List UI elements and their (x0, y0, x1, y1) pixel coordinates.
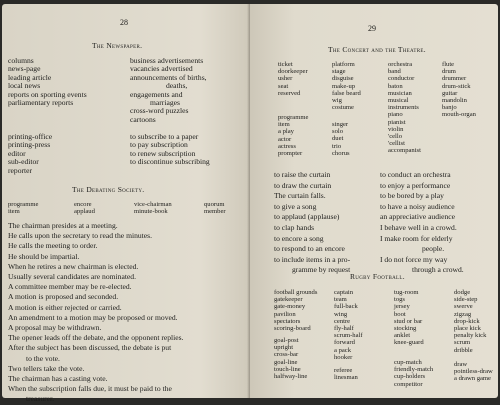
vocab-item: halfway-line (274, 373, 308, 381)
vocab-item: costume (332, 104, 354, 112)
vocab-item: dodge (454, 289, 471, 296)
vocab-item: drum-stick (442, 82, 471, 90)
phrase: to encore a song (274, 233, 324, 243)
phrase: to conduct an orchestra (380, 170, 451, 179)
vocab-item: team (334, 296, 347, 304)
table-row (8, 201, 244, 208)
vocab-item: chorus (332, 149, 350, 157)
vocab-item: scrum (454, 339, 471, 347)
phrase: I do not force my way (380, 254, 448, 264)
vocab-item: stage (332, 68, 346, 76)
phrase: to have a noisy audience (380, 201, 455, 211)
vocab-item: false beard (332, 89, 361, 97)
vocab-item: banjo (442, 104, 457, 112)
phrase: to give a song (274, 201, 317, 211)
vocab-item: jersey (394, 303, 410, 311)
vocab-item: local news (8, 81, 41, 91)
vocab-item: friendly-match (394, 366, 434, 374)
vocab-item: cup-holders (394, 373, 426, 381)
vocab-item: reporter (8, 165, 33, 175)
sentence: A motion is proposed and seconded. (8, 292, 119, 302)
newspaper-column-2b (130, 133, 210, 167)
vocab-item: upright (274, 344, 294, 352)
vocab-item: cartoons (130, 114, 156, 124)
phrase: I behave well in a crowd. (380, 222, 457, 232)
vocab-item: actress (278, 142, 296, 150)
theatre-column-4 (442, 61, 476, 119)
phrase: to raise the curtain (274, 170, 331, 179)
page-number: 29 (368, 24, 376, 33)
table-cell: quorum (204, 201, 225, 208)
table-cell: applaud (74, 208, 95, 216)
vocab-item: dribble (454, 346, 473, 354)
vocab-item: doorkeeper (278, 68, 308, 76)
theatre-phrases-left (274, 170, 350, 276)
sentence: to the vote. (26, 353, 60, 363)
theatre-column-3 (388, 61, 421, 155)
vocab-item: vacancies advertised (130, 64, 193, 74)
vocab-item: wing (334, 310, 348, 318)
sentence: The chairman has a casting vote. (8, 374, 108, 384)
table-cell: member (204, 208, 226, 216)
vocab-item: stud or bar (394, 317, 423, 325)
vocab-item: forward (334, 339, 355, 347)
theatre-column-1b (278, 114, 308, 157)
phrase: gramme by request (292, 265, 351, 275)
right-page (250, 4, 498, 398)
theatre-phrases-right (380, 170, 464, 276)
sentence: Usually several candidates are nominated. (8, 272, 136, 282)
vocab-item: football grounds (274, 289, 318, 296)
rugby-column-2a (334, 289, 363, 361)
vocab-item: drummer (442, 75, 467, 83)
spacer (454, 354, 493, 361)
vocab-item: pointless-draw (454, 368, 493, 376)
vocab-item: editor (8, 148, 26, 158)
table-cell: item (8, 208, 20, 216)
sentence: He calls upon the secretary to read the minutes. (8, 231, 153, 241)
vocab-item: stocking (394, 325, 417, 333)
vocab-item: gate-money (274, 303, 306, 311)
vocab-item: full-back (334, 303, 358, 311)
vocab-item: printing-press (8, 140, 51, 150)
vocab-item: seat (278, 82, 289, 90)
rugby-column-3b (394, 359, 433, 388)
table-cell: minute-book (134, 208, 168, 216)
vocab-item: usher (278, 75, 293, 83)
vocab-item: reports on sporting events (8, 89, 87, 99)
vocab-item: drop-kick (454, 317, 480, 325)
section-heading-newspaper: The Newspaper. (92, 41, 143, 50)
sentence: A motion is either rejected or carried. (8, 302, 122, 312)
vocab-item: competitor (394, 380, 423, 388)
phrase: to applaud (applause) (274, 212, 340, 222)
sentence: Two tellers take the vote. (8, 363, 85, 373)
vocab-item: goal-line (274, 358, 298, 366)
phrase: to be bored by a play (380, 191, 444, 201)
vocab-item: tug-room (394, 289, 419, 296)
left-page (2, 4, 250, 404)
vocab-item: guitar (442, 89, 458, 97)
theatre-column-1a (278, 61, 308, 97)
sentence: When he retires a new chairman is elected. (8, 261, 139, 271)
vocab-item: solo (332, 128, 343, 136)
sentence: A committee member may be re-elected. (8, 282, 132, 292)
newspaper-column-2a (130, 57, 207, 124)
sentence: The chairman presides at a meeting. (8, 221, 118, 230)
vocab-item: marriages (150, 98, 180, 108)
debating-sentences (8, 221, 184, 405)
vocab-item: musician (388, 89, 412, 97)
page-number: 28 (120, 18, 128, 27)
theatre-column-2b (332, 121, 350, 157)
vocab-item: pavilion (274, 310, 296, 318)
vocab-item: side-step (454, 296, 478, 304)
vocab-item: drum (442, 68, 456, 76)
newspaper-column-1a (8, 57, 87, 107)
phrase: people. (422, 244, 445, 254)
vocab-item: wig (332, 97, 342, 105)
vocab-item: cup-match (394, 359, 422, 366)
phrase: to draw the curtain (274, 180, 332, 190)
table-cell: programme (8, 201, 39, 208)
section-heading-debating: The Debating Society. (72, 185, 145, 194)
vocab-item: togs (394, 296, 405, 304)
phrase: to respond to an encore (274, 244, 345, 254)
vocab-item: prompter (278, 150, 303, 158)
vocab-item: sub-editor (8, 157, 39, 167)
sentence: When the subscription falls due, it must be paid to the (8, 384, 172, 394)
vocab-item: reserved (278, 89, 301, 97)
vocab-item: news-page (8, 64, 41, 74)
phrase: The curtain falls. (274, 191, 326, 201)
vocab-item: programme (278, 114, 309, 121)
vocab-item: band (388, 68, 401, 76)
phrase: through a crowd. (412, 265, 464, 275)
vocab-item: penalty kick (454, 332, 487, 340)
vocab-item: engagements and (130, 89, 183, 99)
vocab-item: musical (388, 97, 409, 105)
phrase: to include items in a pro- (274, 254, 351, 264)
vocab-item: centre (334, 317, 351, 325)
vocab-item: trio (332, 142, 342, 150)
vocab-item: referee (334, 367, 353, 374)
vocab-item: baton (388, 82, 403, 90)
vocab-item: mandolin (442, 97, 467, 105)
vocab-item: piano (388, 111, 403, 119)
vocab-item: announcements of births, (130, 72, 207, 82)
vocab-item: spectators (274, 317, 301, 325)
section-heading-theatre: The Concert and the Theatre. (328, 45, 426, 54)
rugby-column-1a (274, 289, 317, 332)
vocab-item: place kick (454, 325, 481, 333)
vocab-item: duet (332, 135, 344, 143)
sentence: treasurer. (26, 394, 55, 404)
vocab-item: cross-bar (274, 351, 299, 359)
phrase: to clap hands (274, 222, 315, 232)
sentence: A proposal may be withdrawn. (8, 323, 102, 333)
vocab-item: pianist (388, 118, 406, 126)
vocab-item: fly-half (334, 325, 354, 333)
vocab-item: printing-office (8, 132, 53, 141)
vocab-item: a drawn game (454, 375, 491, 383)
vocab-item: to pay subscription (130, 140, 188, 150)
vocab-item: anklet (394, 332, 411, 340)
vocab-item: scrum-half (334, 332, 363, 340)
rugby-column-1b (274, 337, 307, 380)
vocab-item: draw (454, 361, 468, 369)
vocab-item: deaths, (166, 81, 188, 91)
vocab-item: leading article (8, 72, 52, 82)
vocab-item: accompanist (388, 147, 421, 155)
vocab-item: gatekeeper (274, 296, 303, 304)
vocab-item: mouth-organ (442, 111, 476, 119)
vocab-item: scoring-board (274, 325, 311, 333)
debating-vocab-table (8, 201, 244, 215)
vocab-item: cross-word puzzles (130, 106, 189, 116)
vocab-item: a pack (334, 346, 352, 354)
vocab-item: to discontinue subscribing (130, 157, 210, 167)
phrase: to enjoy a performance (380, 180, 451, 190)
sentence: The opener leads off the debate, and the opponent replies. (8, 333, 184, 343)
vocab-item: a play (278, 128, 294, 136)
vocab-item: ticket (278, 61, 293, 68)
vocab-item: singer (332, 121, 349, 128)
vocab-item: to renew subscription (130, 148, 196, 158)
sentence: After the subject has been discussed, the debate is put (8, 343, 172, 353)
vocab-item: columns (8, 56, 34, 65)
theatre-column-2a (332, 61, 361, 111)
sentence: He calls the meeting to order. (8, 241, 98, 251)
vocab-item: violin (388, 125, 404, 133)
rugby-column-4 (454, 289, 493, 383)
vocab-item: zigzag (454, 310, 472, 318)
vocab-item: goal-post (274, 337, 299, 344)
vocab-item: platform (332, 61, 355, 68)
vocab-item: captain (334, 289, 354, 296)
phrase: an appreciative audience (380, 212, 456, 222)
vocab-item: swerve (454, 303, 473, 311)
table-cell: encore (74, 201, 92, 208)
vocab-item: business advertisements (130, 56, 204, 65)
vocab-item: 'cello (388, 133, 403, 141)
phrase: I make room for elderly (380, 233, 453, 243)
vocab-item: knee-guard (394, 339, 424, 347)
vocab-item: touch-line (274, 365, 301, 373)
rugby-column-3a (394, 289, 424, 347)
sentence: An amendment to a motion may be proposed or moved. (8, 312, 178, 322)
section-heading-rugby: Rugby Football. (350, 272, 405, 281)
vocab-item: 'cellist (388, 140, 405, 148)
vocab-item: make-up (332, 82, 356, 90)
vocab-item: boot (394, 310, 406, 318)
vocab-item: disguise (332, 75, 354, 83)
vocab-item: orchestra (388, 61, 413, 68)
vocab-item: parliamentary reports (8, 98, 74, 108)
table-row (8, 208, 244, 215)
vocab-item: instruments (388, 104, 419, 112)
rugby-column-2b (334, 367, 358, 381)
vocab-item: linesman (334, 374, 358, 382)
vocab-item: conductor (388, 75, 415, 83)
vocab-item: item (278, 121, 290, 129)
table-cell: vice-chairman (134, 201, 172, 208)
newspaper-column-1b (8, 133, 52, 175)
sentence: He should be impartial. (8, 251, 80, 261)
vocab-item: to subscribe to a paper (130, 132, 199, 141)
vocab-item: flute (442, 61, 455, 68)
vocab-item: hooker (334, 353, 353, 361)
vocab-item: actor (278, 135, 292, 143)
